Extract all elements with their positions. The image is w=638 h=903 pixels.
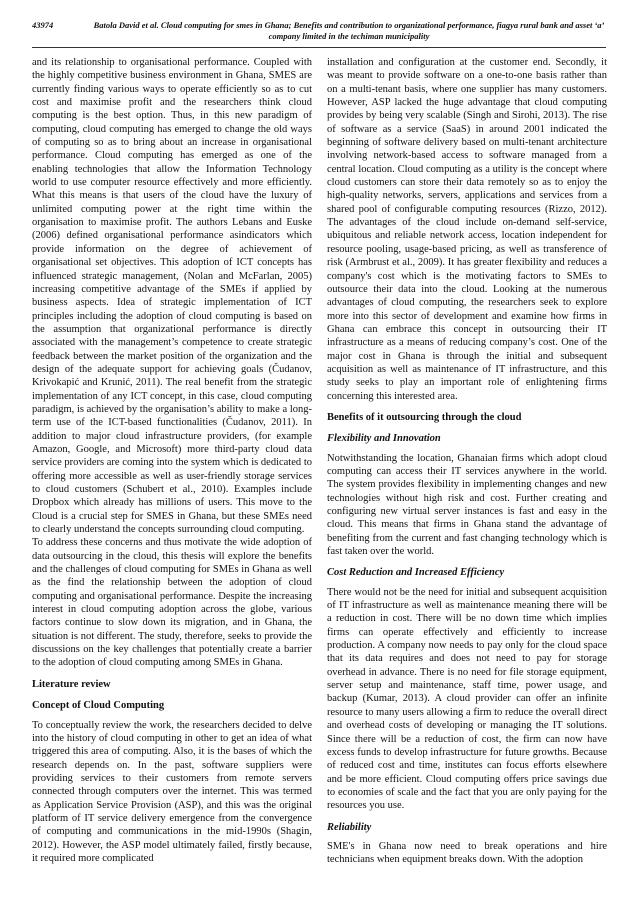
subsection-heading: Concept of Cloud Computing [32, 700, 165, 712]
subsection-heading: Reliability [327, 821, 372, 833]
left-column [32, 56, 312, 865]
section-heading: Benefits of it outsourcing through the cloud [327, 411, 522, 423]
running-header [32, 20, 606, 58]
paragraph: installation and configuration at the customer end. Secondly, it was meant to provide software on a one-to-one basis rather than on a multi-tenant basis, where one supplier has many customers. However, ASP lacked the huge advantage that cloud computing provides by being very scalable (Singh and Sirohi, 2013). The rise of software as a service (SaaS) in around 2001 indicated the beginning of software delivery based on multi-tenant architecture involving network-based access to software managed from a central location. Cloud computing as a utility is the concept where cloud customers can store their data remotely so as to enjoy the high-quality networks, servers, applications and services from a shared pool of configurable computing resources (Rizzo, 2012). The advantages of the cloud include on-demand self-service, ubiquitous and reliable network access, location independent for resource pooling, usage-based pricing, as well as transference of risk (Armbrust et al., 2009). It has greater flexibility and reduces a company's cost which is the motivating factors to SMEs to outsource their data into the cloud. Looking at the numerous advantages of cloud computing, the researchers seek to explore more into this sector of development and examine how firms in Ghana can embrace this concept in outsourcing their IT infrastructure as a means of reducing company’s cost. One of the major cost in Ghana is through the initial and subsequent acquisition as well as maintenance of IT infrastructure, and this study seeks to play an important role of enlightening firms concerning this interested area. [327, 57, 607, 402]
section-heading: Literature review [32, 678, 111, 690]
page-number: 43974 [32, 20, 54, 30]
paragraph: SME's in Ghana now need to break operations and hire technicians when equipment breaks down. With the adoption [327, 840, 607, 866]
paragraph: Notwithstanding the location, Ghanaian firms which adopt cloud computing can access their IT services anywhere in the world. The system provides flexibility in implementing changes and new technologies without high risk and cost. Further creating and configuring new virtual server instances is fast and easy in the cloud. This means that firms in Ghana stand the advantage of benefiting from the current and fast changing technology which is fast taken over the world. [327, 452, 607, 558]
right-column [327, 56, 607, 867]
paragraph: To address these concerns and thus motivate the wide adoption of data outsourcing in the cloud, this thesis will explore the benefits and the challenges of cloud computing for SMEs in Ghana as well as the find the relationship between the adoption of cloud computing and organisational performance. Despite the increasing interest in cloud computing adoption across the globe, various factors continue to slow down its migration, and in Ghana, the situation is not different. The study, therefore, seeks to provide the discussions on the key challenges that potentially create a barrier to the adoption of cloud computing among SMEs in Ghana. [32, 537, 312, 669]
paragraph: and its relationship to organisational performance. Coupled with the highly competitive business environment in Ghana, SMES are currently finding various ways to operate efficiently so as to cut cost and maximise profit and the researchers think cloud computing is the best option. Thus, in this new paradigm of computing, cloud computing has emerged to change the old ways of computing so as to bring about an increase in organisational performance. Cloud computing has emerged as one of the enabling technologies that allow the Information Technology world to use computer resource effectively and more efficiently. What this means is that users of the cloud have the luxury of unlimited computing power at the right time within the organisation to maximise profit. The authors Lebans and Euske (2006) defined organisational performance asindicators which provide information on the degree of achievement of organisational set objectives. This adoption of ICT concepts has influenced strategic management, (Nolan and McFarlan, 2005) increasing competitive advantage of the SMEs if applied by business aspects. Idea of strategic implementation of ICT principles including the adoption of cloud computing is based on the assumption that organizational performance is directly associated with the management’s competence to create strategic feedback between the market position of the organization and the design of the adequate support for achieving goals (Čudanov, Krivokapić and Krunić, 2011). The real benefit from the strategic implementation of any ICT concept, in this case, cloud computing paradigm, is achieved by the organisation’s ability to make a long-term use of the ICT-based functionalities (Čudanov, 2011). In addition to major cloud infrastructure providers, (for example Amazon, Google, and Microsoft) more third-party cloud data service providers are coming into the system which is dedicated to offering more accessible as well as user-friendly storage services to cloud customers (Schubert et al., 2010). Examples include Dropbox which already has millions of users. This move to the Cloud is a crucial step for SMES in Ghana, but these SMEs need to clearly understand the concepts surrounding cloud computing. [32, 57, 312, 536]
paragraph: There would not be the need for initial and subsequent acquisition of IT infrastructure as well as maintenance meaning there will be a reduction in cost. There will be no down time which implies firms can operate effectively and efficiently to increase production. A company now needs to pay only for the cloud space that its data requires and does not need to pay for storage overhead in advance. There is no need for file storage equipment, server setup and maintenance, staff time, power usage, and backup (Kumar, 2013). A cloud provider can offer an infinite resource to many users allowing a firm to reduce the overall direct and overhead costs of developing or managing the IT solutions. Since there will be a reduction of cost, the firm can now have excess funds to develop infrastructure for future growths. Because of reduced cost and time, institutes can focus efforts elsewhere and be more efficient. Cloud computing offers price savings due to economies of scale and the fact that you are only paying for the resources you use. [327, 586, 607, 812]
subsection-heading: Flexibility and Innovation [327, 433, 441, 445]
paragraph: To conceptually review the work, the researchers decided to delve into the history of cloud computing in other to get an idea of what triggered this area of computing. Also, it is the bases of which the research depends on. In the past, software suppliers were providing services to their customers from remote servers connected through computers over the internet. This was termed as Application Service Provision (ASP), and this was the original platform of IT service delivery emergence from the convergence of computing and communications in the mid-1990s (Shagin, 2012). However, the ASP model ultimately failed, firstly because, it required more complicated [32, 719, 312, 864]
subsection-heading: Cost Reduction and Increased Efficiency [327, 567, 505, 579]
header-rule [32, 47, 606, 48]
running-title: Batola David et al. Cloud computing for smes in Ghana; Benefits and contribution to organizational performance, fiagya rural bank and asset ‘a’ company limited in the techiman municipality [93, 20, 605, 41]
